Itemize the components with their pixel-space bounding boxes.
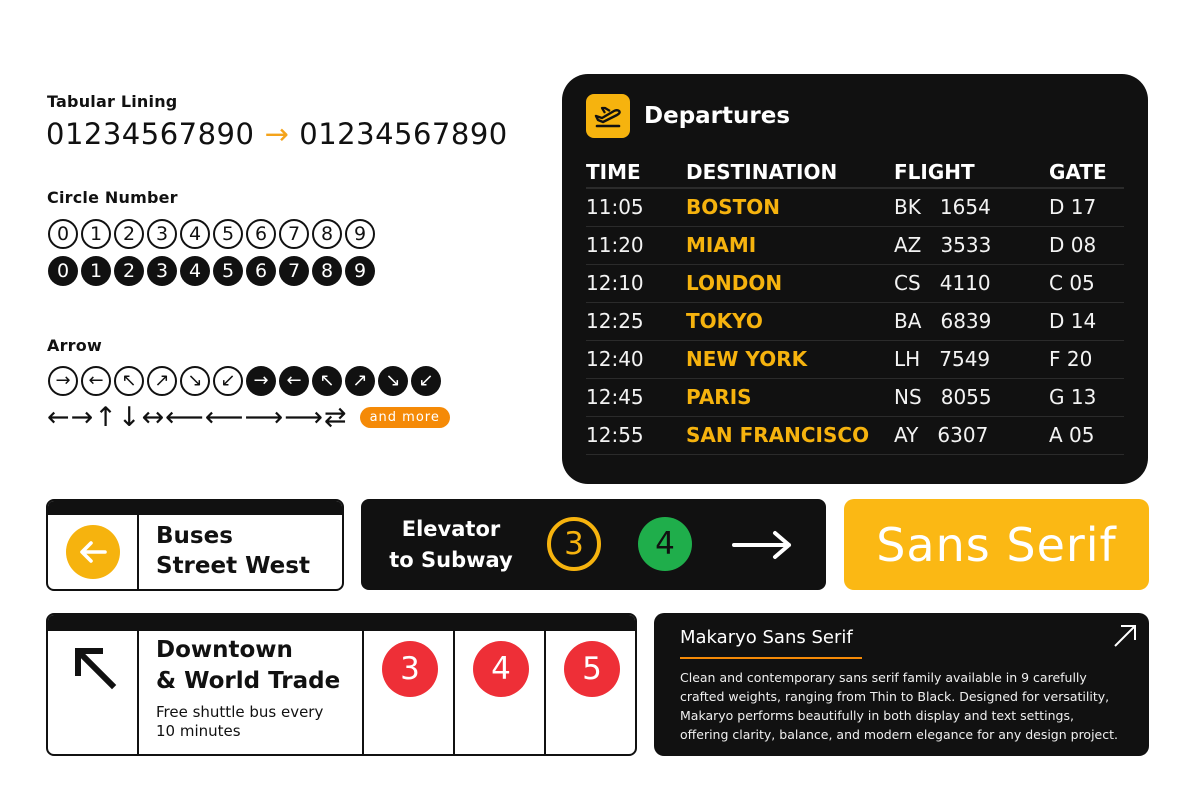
sign-divider [362,631,364,756]
circle-number-outline: 6 [246,219,276,249]
circle-number-filled: 6 [246,256,276,286]
departure-time: 12:25 [586,302,686,340]
elevator-line1: Elevator [401,517,501,541]
downtown-line1: Downtown [156,637,293,663]
departure-destination: NEW YORK [686,340,894,378]
departure-flight: BK 1654 [894,188,1049,226]
elevator-line2: to Subway [389,548,513,572]
plane-takeoff-icon [586,94,630,138]
circle-number-filled: 3 [147,256,177,286]
sign-divider [544,631,546,756]
header-gate: GATE [1049,156,1124,188]
downtown-sign [46,613,637,756]
info-body: Clean and contemporary sans serif family available in 9 carefully crafted weights, ranging from Thin to Black. Designed for versatility, Makaryo performs beautifully in both display and text settings, offering clarity, balance, and modern elegance for any design project. [680,670,1118,742]
arrow-glyphs: ←→↑↓↔⟵⟵⟶⟶⇄ [47,402,348,433]
departure-flight: AZ 3533 [894,226,1049,264]
departure-gate: C 05 [1049,264,1124,302]
circled-arrow-filled-icon: ↖ [312,366,342,396]
table-row [586,264,1124,302]
departure-time: 12:10 [586,264,686,302]
circled-arrow-icon: ↖ [114,366,144,396]
departure-time: 12:55 [586,416,686,454]
circled-arrow-filled-icon: ← [279,366,309,396]
buses-line2: Street West [156,553,310,579]
arrow-up-right-icon [1112,623,1138,653]
departure-flight: CS 4110 [894,264,1049,302]
sign-topbar [48,501,342,515]
departure-gate: A 05 [1049,416,1124,454]
departure-destination: SAN FRANCISCO [686,416,894,454]
buses-line1: Buses [156,523,233,549]
table-row [586,416,1124,454]
board-title: Departures [644,103,791,129]
arrow-up-left-icon [72,645,118,695]
circled-arrow-filled-icon: ↘ [378,366,408,396]
circle-number-filled: 1 [81,256,111,286]
departure-flight: AY 6307 [894,416,1049,454]
departure-time: 11:20 [586,226,686,264]
departure-destination: LONDON [686,264,894,302]
arrow-left-icon [66,525,120,579]
circle-number-outline-row [48,219,375,249]
header-time: TIME [586,156,686,188]
sans-serif-text: Sans Serif [876,517,1117,572]
elevator-sign [361,499,826,590]
circle-number-outline: 8 [312,219,342,249]
arrow-right-icon [731,529,795,565]
circle-number-filled: 9 [345,256,375,286]
departure-destination: BOSTON [686,188,894,226]
departure-gate: D 17 [1049,188,1124,226]
info-underline [680,657,862,659]
table-header-row [586,156,1124,188]
departure-destination: MIAMI [686,226,894,264]
and-more-badge: and more [360,407,450,428]
sans-serif-box [844,499,1149,590]
table-row [586,302,1124,340]
departure-flight: BA 6839 [894,302,1049,340]
circle-number-label: Circle Number [47,188,178,207]
subway-line-3-badge: 3 [547,517,601,571]
downtown-line2: & World Trade [156,668,341,694]
departure-gate: D 08 [1049,226,1124,264]
arrow-right-icon: → [264,117,290,151]
departure-gate: F 20 [1049,340,1124,378]
circle-number-filled: 5 [213,256,243,286]
circle-number-filled: 8 [312,256,342,286]
sign-divider [137,631,139,756]
departure-time: 12:40 [586,340,686,378]
circled-arrow-icon: ← [81,366,111,396]
sign-divider [453,631,455,756]
circled-arrow-filled-icon: → [246,366,276,396]
line-4-badge: 4 [473,641,529,697]
tabular-lining-sample [46,117,508,151]
circle-number-outline: 9 [345,219,375,249]
circled-arrow-icon: ↙ [213,366,243,396]
circled-arrow-icon: → [48,366,78,396]
tabular-to: 01234567890 [299,117,508,151]
table-row [586,188,1124,226]
table-row [586,226,1124,264]
tabular-from: 01234567890 [46,117,255,151]
sign-topbar [48,615,635,631]
departure-flight: LH 7549 [894,340,1049,378]
departure-gate: D 14 [1049,302,1124,340]
table-row [586,378,1124,416]
circle-number-outline: 4 [180,219,210,249]
departure-time: 11:05 [586,188,686,226]
departure-destination: PARIS [686,378,894,416]
circled-arrow-filled-icon: ↙ [411,366,441,396]
circle-number-filled: 2 [114,256,144,286]
circle-number-filled: 7 [279,256,309,286]
circle-number-outline: 3 [147,219,177,249]
downtown-sub2: 10 minutes [156,722,241,740]
circle-number-outline: 7 [279,219,309,249]
info-title: Makaryo Sans Serif [680,627,853,648]
departure-destination: TOKYO [686,302,894,340]
arrow-glyph-row [47,402,450,433]
arrow-circle-row [48,366,441,396]
circle-number-filled-row [48,256,375,286]
line-3-badge: 3 [382,641,438,697]
circle-number-outline: 0 [48,219,78,249]
circle-number-filled: 0 [48,256,78,286]
tabular-lining-label: Tabular Lining [47,92,178,111]
board-header [586,94,790,138]
line-5-badge: 5 [564,641,620,697]
circled-arrow-icon: ↘ [180,366,210,396]
circled-arrow-icon: ↗ [147,366,177,396]
departures-board [562,74,1148,484]
buses-sign [46,499,344,591]
header-flight: FLIGHT [894,156,1049,188]
circle-number-outline: 1 [81,219,111,249]
subway-line-4-badge: 4 [638,517,692,571]
arrow-label: Arrow [47,336,102,355]
circle-number-filled: 4 [180,256,210,286]
sign-divider [137,515,139,591]
info-card [654,613,1149,756]
elevator-text [381,514,521,576]
table-row [586,340,1124,378]
departure-flight: NS 8055 [894,378,1049,416]
downtown-sub1: Free shuttle bus every [156,703,324,721]
departure-gate: G 13 [1049,378,1124,416]
circled-arrow-filled-icon: ↗ [345,366,375,396]
circle-number-outline: 2 [114,219,144,249]
header-destination: DESTINATION [686,156,894,188]
departures-table [586,156,1124,455]
departure-time: 12:45 [586,378,686,416]
circle-number-outline: 5 [213,219,243,249]
